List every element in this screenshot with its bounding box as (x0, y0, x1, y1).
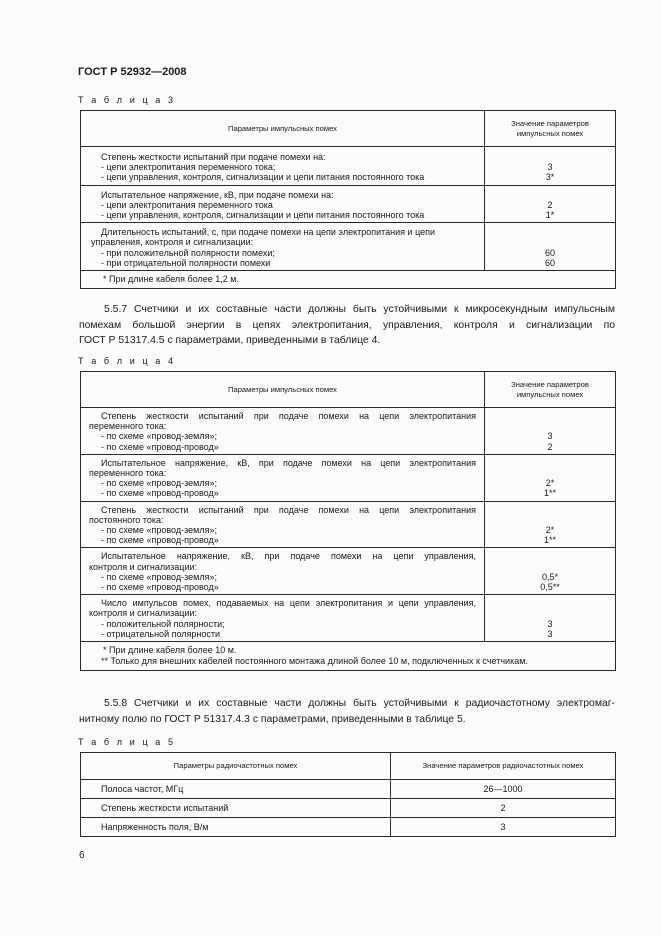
t4-g2-title-line2: переменного тока: (89, 468, 167, 479)
t3-g3-title-line1: Длительность испытаний, с, при подаче помехи на цепи электропитания и цепи (101, 227, 436, 238)
table4-col2-header-line2: импульсных помех (516, 389, 584, 399)
t3-g2-title: Испытательное напряжение, кВ, при подаче помехи на: (101, 189, 334, 200)
table-row (81, 642, 616, 671)
table-row (81, 271, 616, 289)
t4-g1-r1: - по схеме «провод-земля»; (101, 431, 217, 442)
t3-g3-r1: - при положительной полярности помехи; (101, 247, 275, 258)
t4-g1-title-line2: переменного тока: (89, 421, 167, 432)
t4-g5-v1: 3 (547, 618, 553, 629)
t4-g5-title-line1: Число импульсов помех, подаваемых на цепи электропитания и цепи управления, (101, 598, 476, 609)
table3-col2-header-line1: Значение параметров (511, 118, 589, 128)
t5-row1-value: 2 (391, 799, 616, 818)
t3-g1-v2: 3* (545, 172, 555, 183)
document-header: ГОСТ Р 52932—2008 (78, 66, 187, 78)
t4-g3-v2: 1** (543, 535, 556, 546)
t4-g3-v1: 2* (545, 525, 555, 536)
t5-row2-value: 3 (391, 818, 616, 837)
t4-g3-r2: - по схеме «провод-провод» (101, 535, 219, 546)
t4-g1-v1: 3 (547, 431, 553, 442)
t4-g2-r1: - по схеме «провод-земля»; (101, 478, 217, 489)
t3-g2-r1: - цепи электропитания переменного тока (101, 199, 273, 210)
t4-g4-title-line1: Испытательное напряжение, кВ, при подаче помехи на цепи управления, (101, 551, 476, 562)
table-row (81, 408, 616, 455)
table4-col2-header (485, 372, 616, 408)
table3-col2-header-line2: импульсных помех (516, 128, 584, 138)
t3-g3-v1: 60 (544, 247, 555, 258)
t3-g3-v2: 60 (544, 257, 555, 268)
para557-line2: помехам большой энергии в цепях электропитания, управления, контроля и сигнализации по (79, 319, 615, 331)
t3-g1-v1: 3 (547, 162, 553, 173)
t4-g5-v2: 3 (547, 628, 553, 639)
t3-g1-r1: - цепи электропитания переменного тока; (101, 162, 276, 173)
t4-footnote1: * При длине кабеля более 10 м. (103, 645, 237, 656)
t4-g1-r2: - по схеме «провод-провод» (101, 441, 219, 452)
para558-line1: 5.5.8 Счетчики и их составные части должны быть устойчивыми к радиочастотному электромаг- (104, 698, 615, 709)
para557-line1: 5.5.7 Счетчики и их составные части должны быть устойчивыми к микросекундным импульсным (104, 304, 615, 315)
t4-g4-r2: - по схеме «провод-провод» (101, 582, 219, 593)
t3-g2-r2: - цепи управления, контроля, сигнализации и цепи питания постоянного тока (101, 210, 425, 221)
table3-footnote: * При длине кабеля более 1,2 м. (81, 271, 616, 289)
table5 (80, 752, 616, 837)
t4-g3-title-line2: постоянного тока: (89, 514, 164, 525)
paragraph-5-5-8 (79, 696, 615, 727)
t4-g3-title-line1: Степень жесткости испытаний при подаче помехи на цепи электропитания (101, 504, 476, 515)
t4-g2-v1: 2* (545, 478, 555, 489)
t4-g4-v1: 0,5* (541, 571, 558, 582)
t4-g2-r2: - по схеме «провод-провод» (101, 488, 219, 499)
table4-col1-header: Параметры импульсных помех (81, 372, 485, 408)
table5-col2-header: Значение параметров радиочастотных помех (391, 753, 616, 780)
para558-line2: нитному полю по ГОСТ Р 51317.4.3 с параметрами, приведенными в таблице 5. (79, 713, 466, 725)
t4-g2-v2: 1** (543, 488, 556, 499)
para557-line3: ГОСТ Р 51317.4.5 с параметрами, приведенными в таблице 4. (79, 335, 381, 346)
table-row (81, 501, 616, 548)
table3 (80, 110, 616, 289)
table4-footnotes (81, 642, 616, 671)
t3-g3-title-line2: управления, контроля и сигнализации: (91, 237, 254, 248)
t4-g5-title-line2: контроля и сигнализации: (89, 608, 198, 619)
t4-g5-r2: - отрицательной полярности (101, 628, 221, 639)
t4-g5-r1: - положительной полярности; (101, 618, 225, 629)
t4-g1-v2: 2 (547, 441, 553, 452)
paragraph-5-5-7 (79, 302, 615, 349)
t4-footnote2: ** Только для внешних кабелей постоянного монтажа длиной более 10 м, подключенных к счетчикам. (101, 655, 528, 666)
t4-g3-r1: - по схеме «провод-земля»; (101, 525, 217, 536)
table-row (81, 818, 616, 837)
table3-col1-header: Параметры импульсных помех (81, 111, 485, 147)
table-row (81, 799, 616, 818)
t3-g1-title: Степень жесткости испытаний при подаче помехи на: (101, 152, 326, 162)
page-number: 6 (79, 850, 85, 861)
t3-g1-r2: - цепи управления, контроля, сигнализации и цепи питания постоянного тока (101, 172, 425, 183)
table4-caption: Т а б л и ц а 4 (78, 356, 176, 366)
table3-col2-header (485, 111, 616, 147)
table-row (81, 780, 616, 799)
table4-col2-header-line1: Значение параметров (511, 379, 589, 389)
t5-row0-param: Полоса частот, МГц (81, 780, 391, 799)
table-row (81, 185, 616, 223)
table-row (81, 548, 616, 595)
table-row (81, 595, 616, 642)
t4-g1-title-line1: Степень жесткости испытаний при подаче помехи на цепи электропитания (101, 411, 476, 421)
t3-g3-r2: - при отрицательной полярности помехи (101, 257, 271, 268)
t4-g4-title-line2: контроля и сигнализации: (89, 561, 198, 572)
t4-g4-v2: 0,5** (540, 582, 560, 593)
t5-row0-value: 26—1000 (391, 780, 616, 799)
table4 (80, 371, 616, 671)
table-row (81, 147, 616, 186)
t4-g4-r1: - по схеме «провод-земля»; (101, 571, 217, 582)
t4-g2-title-line1: Испытательное напряжение, кВ, при подаче помехи на цепи электропитания (101, 457, 476, 468)
table5-caption: Т а б л и ц а 5 (78, 737, 176, 747)
t5-row2-param: Напряженность поля, В/м (81, 818, 391, 837)
table5-col1-header: Параметры радиочастотных помех (81, 753, 391, 780)
table-row (81, 223, 616, 271)
t3-g2-v1: 2 (547, 199, 553, 210)
t5-row1-param: Степень жесткости испытаний (81, 799, 391, 818)
t3-g2-v2: 1* (545, 210, 555, 221)
table3-caption: Т а б л и ц а 3 (78, 95, 176, 105)
table-row (81, 454, 616, 501)
